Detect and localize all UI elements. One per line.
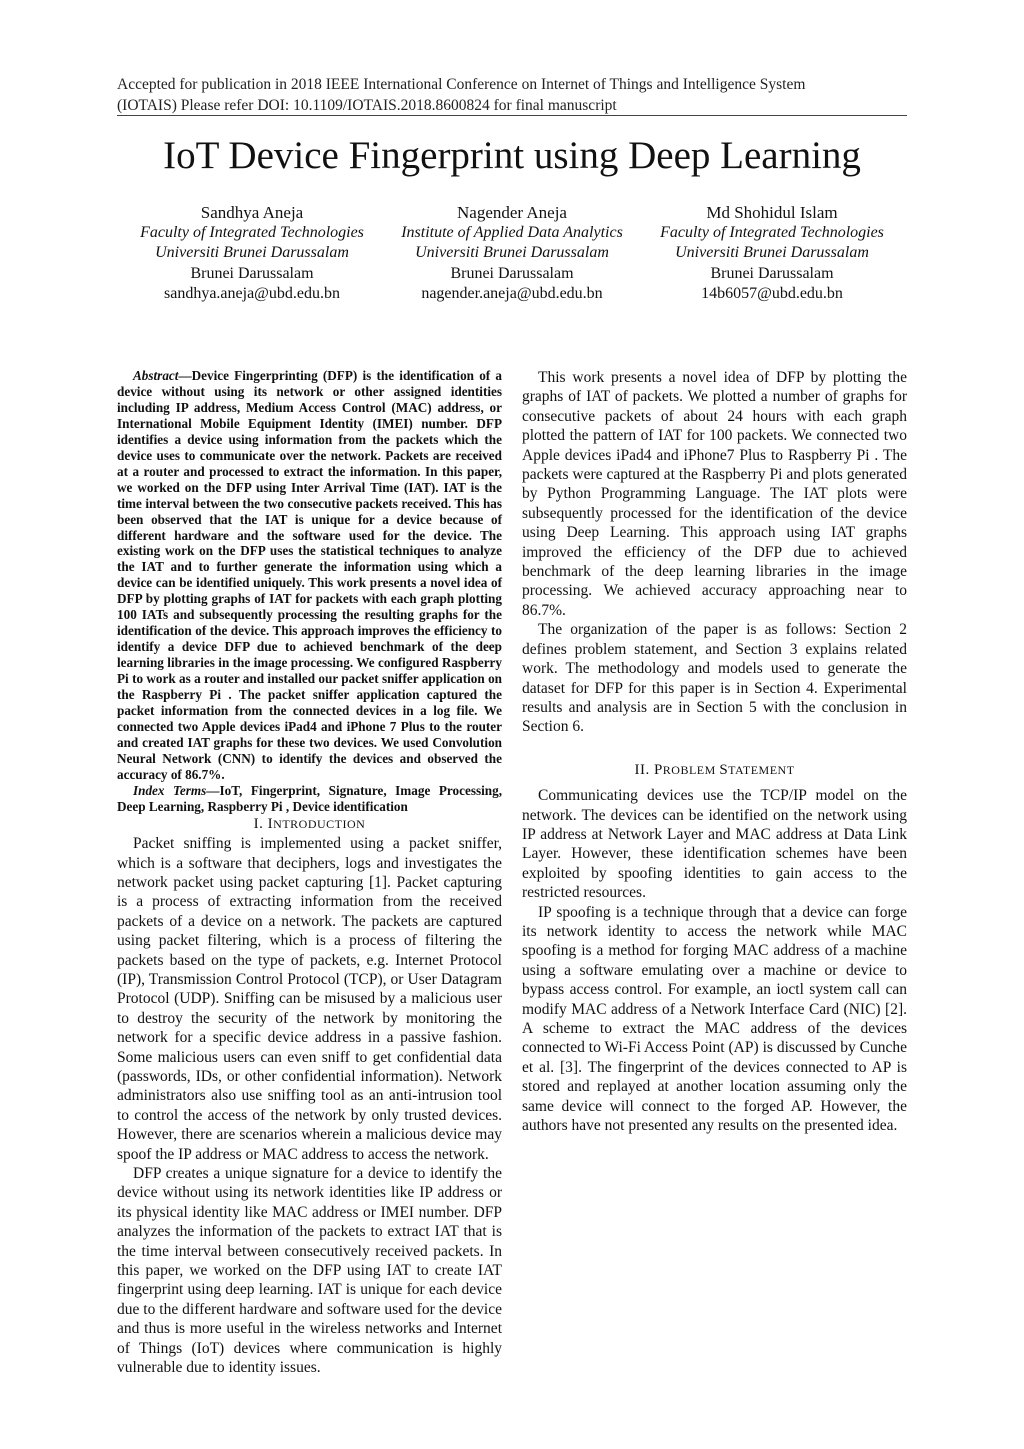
abstract-label: Abstract bbox=[133, 368, 179, 383]
paper-title: IoT Device Fingerprint using Deep Learning bbox=[163, 134, 861, 177]
notice-line-1: Accepted for publication in 2018 IEEE International Conference on Internet of Things and Intelligence System bbox=[117, 76, 806, 93]
left-column bbox=[117, 368, 502, 1377]
intro-paragraph-1: Packet sniffing is implemented using a packet sniffer, which is a software that deciphers, logs and investigates the network packet using packet capturing [1]. Packet capturing is a process of extracting information from the received packets of a device on a network. The packets are captured using packet filtering, which is a process of filtering the packets based on the type of packets, e.g. Internet Protocol (IP), Transmission Control Protocol (TCP), or User Datagram Protocol (UDP). Sniffing can be misused by a malicious user to destroy the security of the network by monitoring the network for a specific device address in a passive fashion. Some malicious users can even sniff to get confidential data (passwords, IDs, or other confidential information). Network administrators also use sniffing tool as an anti-intrusion tool to control the access of the network by only trusted devices. However, there are scenarios wherein a malicious device may spoof the IP address or MAC address to access the network. bbox=[117, 835, 502, 1163]
notice-line-2: (IOTAIS) Please refer DOI: 10.1109/IOTAIS.2018.8600824 for final manuscript bbox=[117, 97, 617, 114]
right-column bbox=[522, 368, 907, 1135]
index-terms-text: —IoT, Fingerprint, Signature, Image Processing, Deep Learning, Raspberry Pi , Device identification bbox=[117, 782, 503, 814]
author-country: Brunei Darussalam bbox=[710, 264, 834, 282]
author-name: Sandhya Aneja bbox=[200, 203, 304, 222]
author-country: Brunei Darussalam bbox=[190, 264, 314, 282]
author-block-3 bbox=[622, 202, 922, 305]
author-block-1 bbox=[102, 202, 402, 305]
author-country: Brunei Darussalam bbox=[450, 264, 574, 282]
header-rule bbox=[117, 115, 907, 116]
author-department: Institute of Applied Data Analytics bbox=[401, 224, 623, 241]
index-terms bbox=[117, 783, 502, 815]
author-email: nagender.aneja@ubd.edu.bn bbox=[421, 285, 603, 303]
intro-paragraph-2: DFP creates a unique signature for a device to identify the device without using its network identities like IP address or its physical identity like MAC address or IMEI number. DFP analyzes the information of the packets to extract IAT that is the time interval between consecutively received packets. In this paper, we worked on the DFP using IAT to create IAT fingerprint using deep learning. IAT is unique for each device due to the different hardware and software used for the device and thus is more useful in the wireless networks and Internet of Things (IoT) devices where communication is highly vulnerable due to identity issues. bbox=[117, 1165, 502, 1377]
intro-paragraph-3: This work presents a novel idea of DFP by plotting the graphs of IAT of packets. We plotted a number of graphs for consecutive packets of about 24 hours with each graph plotted the pattern of IAT for 100 packets. We connected two Apple devices iPad4 and iPhone7 Plus to Raspberry Pi . The packets were captured at the Raspberry Pi and plots generated by Python Programming Language. The IAT plots were subsequently processed for the identification of the device using Deep Learning. This approach using IAT graphs improved the efficiency of the DFP due to achieved benchmark of the deep learning libraries in the image processing. We achieved accuracy approaching near to 86.7%. bbox=[522, 369, 907, 619]
publication-notice bbox=[117, 74, 907, 116]
author-university: Universiti Brunei Darussalam bbox=[155, 244, 349, 262]
author-department: Faculty of Integrated Technologies bbox=[140, 224, 364, 241]
intro-paragraph-4: The organization of the paper is as follows: Section 2 defines problem statement, and Section 3 explains related work. The methodology and models used to generate the dataset for DFP for this paper is in Section 4. Experimental results and analysis are in Section 5 with the conclusion in Section 6. bbox=[522, 621, 907, 736]
section-heading-problem-statement: II. PROBLEM STATEMENT bbox=[634, 761, 795, 778]
author-block-2 bbox=[362, 202, 662, 305]
section-heading-introduction: I. INTRODUCTION bbox=[253, 815, 366, 832]
author-email: 14b6057@ubd.edu.bn bbox=[701, 285, 843, 303]
abstract-text: —Device Fingerprinting (DFP) is the identification of a device without using its network or other assigned identities including IP address, Medium Access Control (MAC) address, or International Mobile Equipment Identity (IMEI) number. DFP identifies a device using information from the packets which the device uses to communicate over the network. Packets are received at a router and processed to extract the information. In this paper, we worked on the DFP using Inter Arrival Time (IAT). IAT is the time interval between the two consecutive packets received. This has been observed that the IAT is unique for a device because of different hardware and the software used for the device. The existing work on the DFP uses the statistical techniques to analyze the IAT and to further generate the information using which a device can be identified uniquely. This work presents a novel idea of DFP by plotting graphs of IAT for packets with each graph plotting 100 IATs and subsequently processing the resulting graphs for the identification of the device. This approach improves the efficiency to identify a device DFP due to achieved benchmark of the deep learning libraries in the image processing. We configured Raspberry Pi to work as a router and installed our packet sniffer application on the Raspberry Pi . The packet sniffer application captured the packet information from the connected devices in a log file. We connected two Apple devices iPad4 and iPhone 7 Plus to the router and created IAT graphs for these two devices. We used Convolution Neural Network (CNN) to identify the devices and observed the accuracy of 86.7%. bbox=[117, 368, 502, 782]
abstract bbox=[117, 368, 502, 783]
problem-paragraph-2: IP spoofing is a technique through that a device can forge its network identity to access the network while MAC spoofing is a method for forging MAC address of a machine using a software emulating over a machine or device to bypass access control. For example, an ioctl system call can modify MAC address of a Network Interface Card (NIC) [2]. A scheme to extract the MAC address of the devices connected to Wi-Fi Access Point (AP) is discussed by Cunche et al. [3]. The fingerprint of the devices connected to AP is stored and replayed at another location assuming only the same device will connect to the forged AP. However, the authors have not presented any results on the presented idea. bbox=[522, 903, 907, 1135]
problem-paragraph-1: Communicating devices use the TCP/IP model on the network. The devices can be identified on the network using IP address at Network Layer and MAC address at Data Link Layer. However, these identification schemes have been exploited by spoofing identities to gain access to the restricted resources. bbox=[522, 787, 907, 902]
author-name: Md Shohidul Islam bbox=[706, 203, 838, 222]
author-department: Faculty of Integrated Technologies bbox=[660, 224, 884, 241]
index-terms-label: Index Terms bbox=[133, 782, 207, 798]
author-university: Universiti Brunei Darussalam bbox=[675, 244, 869, 262]
author-email: sandhya.aneja@ubd.edu.bn bbox=[163, 285, 340, 303]
author-name: Nagender Aneja bbox=[457, 203, 567, 222]
author-university: Universiti Brunei Darussalam bbox=[415, 244, 609, 262]
